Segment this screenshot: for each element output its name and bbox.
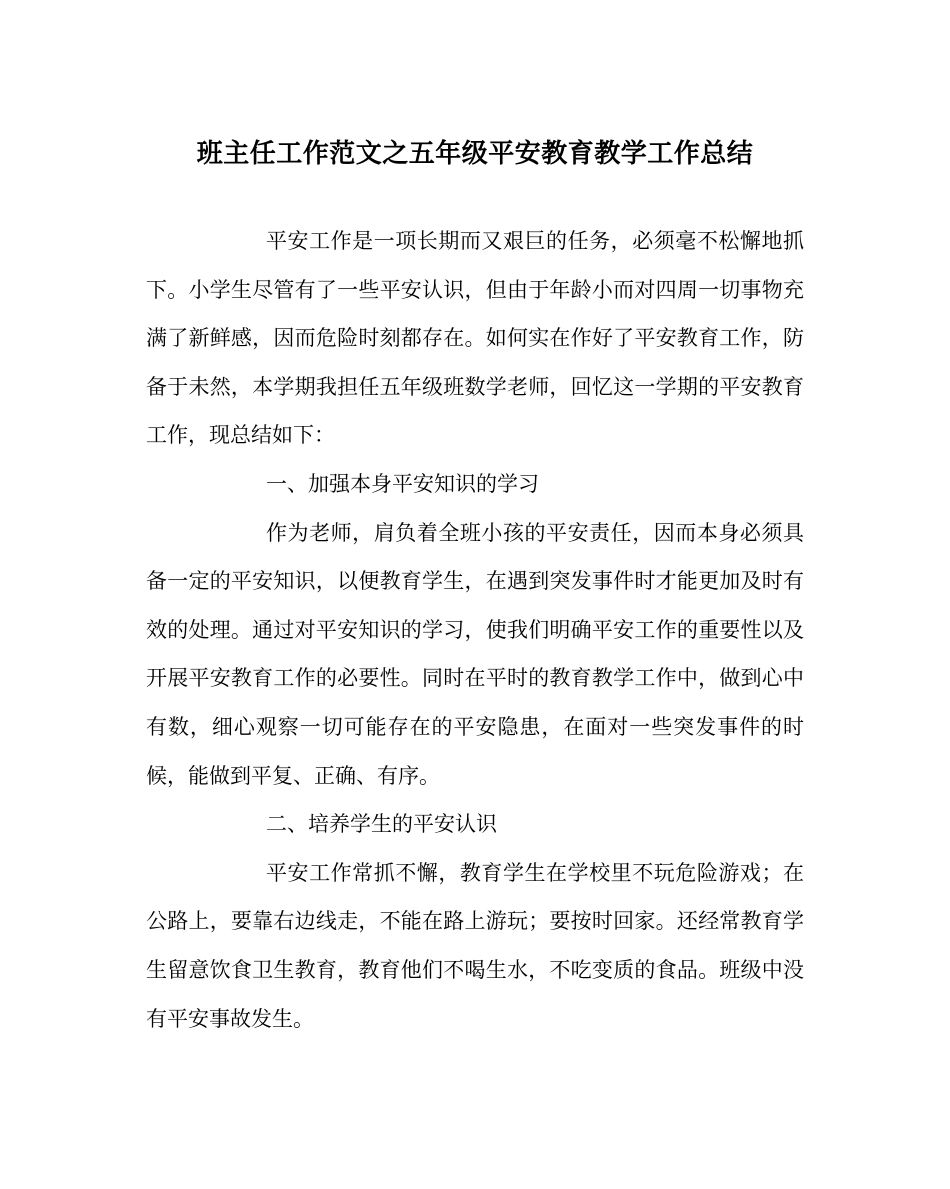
paragraph-section-1: 作为老师，肩负着全班小孩的平安责任，因而本身必须具备一定的平安知识，以便教育学生，在遇到突发事件时才能更加及时有效的处理。通过对平安知识的学习，使我们明确平安工作的重要性以及开展平安教育工作的必要性。同时在平时的教育教学工作中，做到心中有数，细心观察一切可能存在的平安隐患，在面对一些突发事件的时候，能做到平复、正确、有序。 [146,520,804,788]
paragraph-intro: 平安工作是一项长期而又艰巨的任务，必须毫不松懈地抓下。小学生尽管有了一些平安认识，但由于年龄小而对四周一切事物充满了新鲜感，因而危险时刻都存在。如何实在作好了平安教育工作，防备于未然，本学期我担任五年级班数学老师，回忆这一学期的平安教育工作，现总结如下： [146,229,804,448]
document-title: 班主任工作范文之五年级平安教育教学工作总结 [196,139,754,169]
section-heading-2: 二、培养学生的平安认识 [266,812,497,837]
section-heading-1: 一、加强本身平安知识的学习 [266,471,539,496]
paragraph-section-2: 平安工作常抓不懈，教育学生在学校里不玩危险游戏；在公路上，要靠右边线走，不能在路上游玩；要按时回家。还经常教育学生留意饮食卫生教育，教育他们不喝生水，不吃变质的食品。班级中没有平安事故发生。 [146,860,804,1031]
document-body [146,217,804,1043]
